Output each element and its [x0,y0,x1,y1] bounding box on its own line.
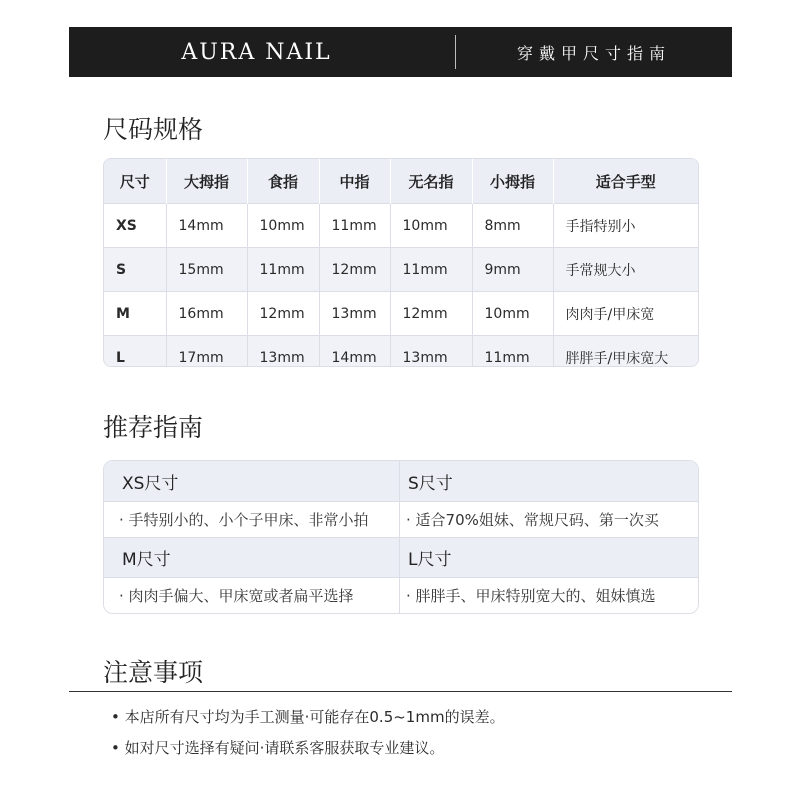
ring-cell: 13mm [390,336,472,368]
size-table-header-row [104,159,698,204]
note-item: • 如对尺寸选择有疑问·请联系客服获取专业建议。 [111,739,445,757]
column-header-hand-type: 适合手型 [553,159,698,204]
notes-divider [69,691,732,692]
notes-list [111,705,505,767]
thumb-cell: 16mm [166,292,247,336]
table-row [104,248,698,292]
thumb-cell: 17mm [166,336,247,368]
recommend-desc-l: · 胖胖手、甲床特别宽大的、姐妹慎选 [400,577,698,613]
size-cell: M [104,292,166,336]
size-table [103,158,699,367]
middle-cell: 14mm [319,336,390,368]
recommend-desc-m: · 肉肉手偏大、甲床宽或者扁平选择 [104,577,400,613]
size-cell: L [104,336,166,368]
note-item: • 本店所有尺寸均为手工测量·可能存在0.5~1mm的误差。 [111,708,505,726]
column-header-ring: 无名指 [390,159,472,204]
pinky-cell: 10mm [472,292,553,336]
middle-cell: 11mm [319,204,390,248]
middle-cell: 12mm [319,248,390,292]
header-subtitle: 穿戴甲尺寸指南 [516,43,671,63]
section-title-notes: 注意事项 [103,658,204,687]
pinky-cell: 9mm [472,248,553,292]
hand-type-cell: 手指特别小 [553,204,698,248]
index-cell: 11mm [247,248,319,292]
thumb-cell: 14mm [166,204,247,248]
ring-cell: 11mm [390,248,472,292]
section-title-size-spec: 尺码规格 [103,115,204,144]
table-row [104,292,698,336]
column-header-pinky: 小拇指 [472,159,553,204]
header-bar [69,27,732,77]
column-header-index: 食指 [247,159,319,204]
section-title-recommend: 推荐指南 [103,413,204,442]
table-row [104,204,698,248]
size-cell: S [104,248,166,292]
index-cell: 13mm [247,336,319,368]
pinky-cell: 8mm [472,204,553,248]
recommend-grid [103,460,699,614]
recommend-desc-s: · 适合70%姐妹、常规尺码、第一次买 [400,501,698,537]
hand-type-cell: 胖胖手/甲床宽大 [553,336,698,368]
hand-type-cell: 肉肉手/甲床宽 [553,292,698,336]
brand-logo-text: AURA NAIL [181,39,332,65]
pinky-cell: 11mm [472,336,553,368]
recommend-size-s: S尺寸 [400,461,698,501]
hand-type-cell: 手常规大小 [553,248,698,292]
column-header-size: 尺寸 [104,159,166,204]
recommend-desc-xs: · 手特别小的、小个子甲床、非常小拍 [104,501,400,537]
table-row [104,336,698,368]
ring-cell: 12mm [390,292,472,336]
index-cell: 10mm [247,204,319,248]
index-cell: 12mm [247,292,319,336]
column-header-thumb: 大拇指 [166,159,247,204]
column-header-middle: 中指 [319,159,390,204]
recommend-size-m: M尺寸 [104,537,400,577]
ring-cell: 10mm [390,204,472,248]
size-cell: XS [104,204,166,248]
recommend-size-xs: XS尺寸 [104,461,400,501]
recommend-size-l: L尺寸 [400,537,698,577]
middle-cell: 13mm [319,292,390,336]
thumb-cell: 15mm [166,248,247,292]
